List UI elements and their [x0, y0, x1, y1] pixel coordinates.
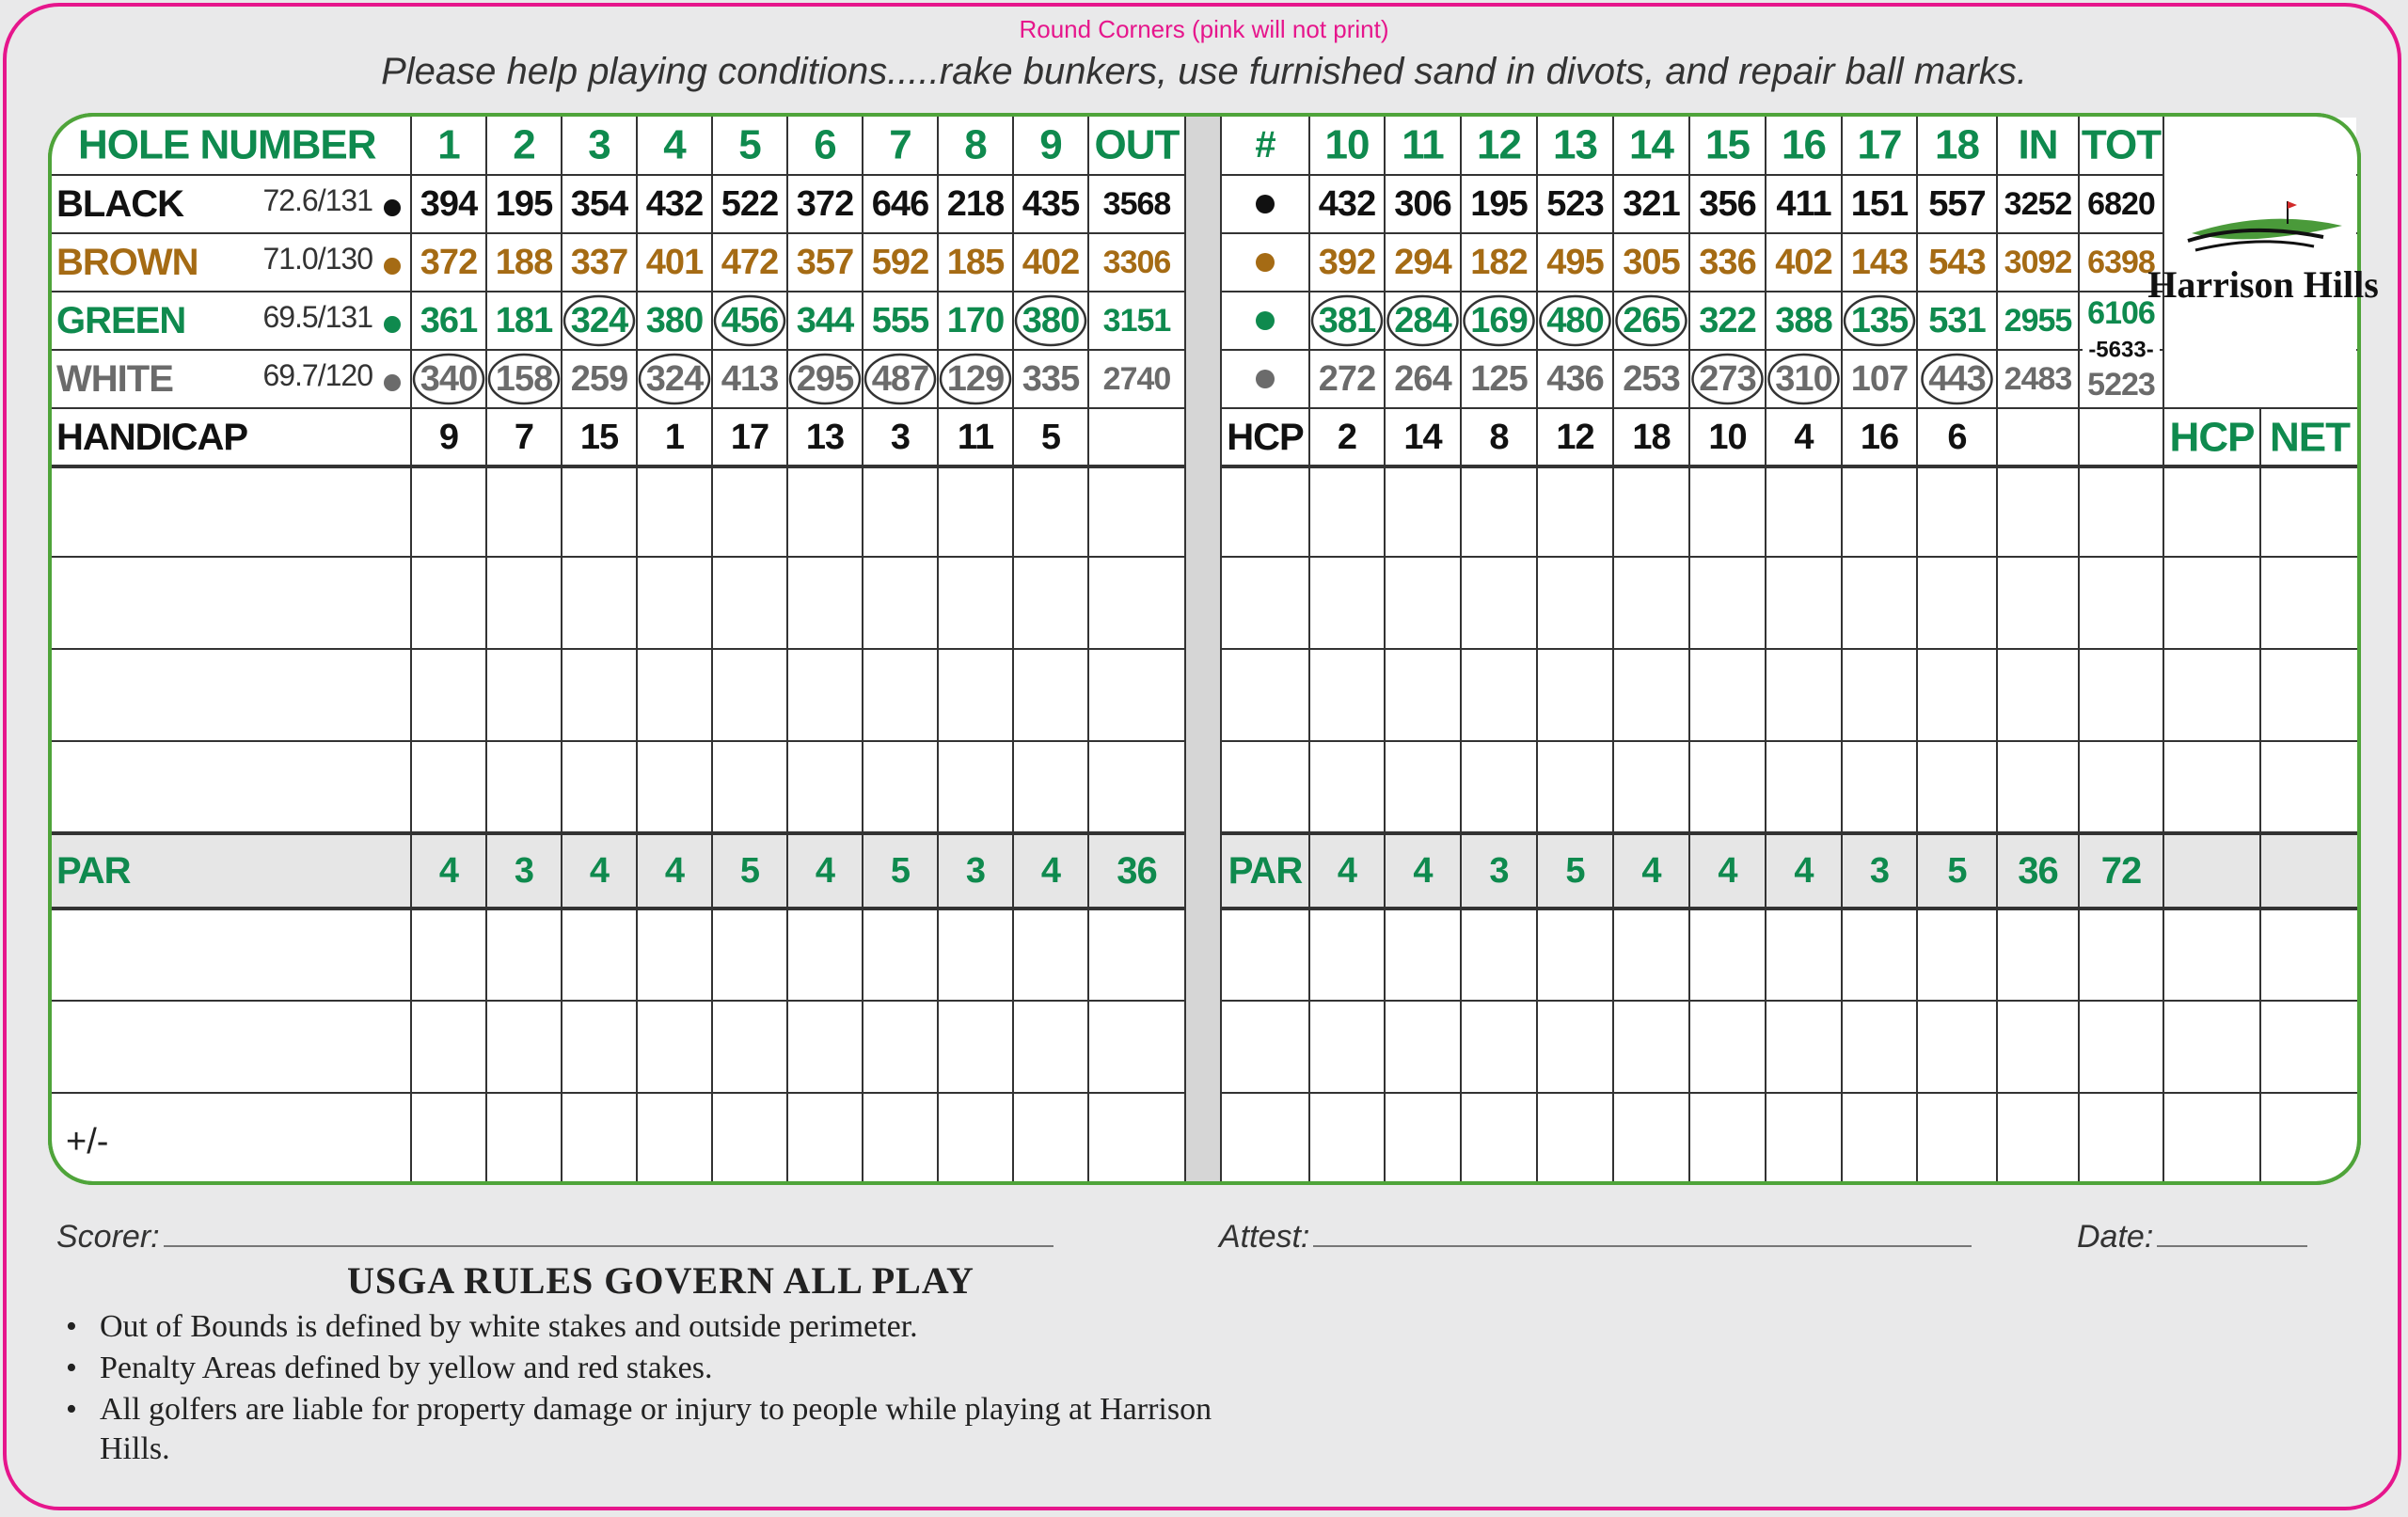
hole-number: 14 — [1629, 121, 1673, 168]
hole-number: 5 — [738, 121, 761, 168]
back-hcp-label: HCP — [1227, 417, 1304, 458]
net-column-label: NET — [2270, 414, 2350, 461]
yardage-cell: 388 — [1775, 301, 1832, 340]
yardage-cell: 182 — [1470, 243, 1528, 282]
combo-tee-total: -5633- — [2088, 337, 2154, 363]
handicap-cell: 6 — [1947, 418, 1967, 457]
par-cell: 5 — [739, 851, 760, 891]
par-cell: 3 — [1489, 851, 1509, 891]
handicap-cell: 2 — [1337, 418, 1357, 457]
yardage-cell: 356 — [1699, 184, 1756, 224]
yardage-cell: 357 — [796, 243, 854, 282]
tee-name: BROWN — [56, 242, 198, 283]
par-band-back — [1221, 833, 2357, 909]
yardage-cell: 264 — [1394, 359, 1451, 399]
tot-label: TOT — [2081, 121, 2162, 168]
hole-number: 9 — [1039, 121, 1062, 168]
yardage-cell: 381 — [1318, 301, 1376, 340]
yardage-cell: 402 — [1775, 243, 1832, 282]
yardage-cell: 169 — [1470, 301, 1528, 340]
corner-print-note: Round Corners (pink will not print) — [1019, 15, 1389, 43]
yardage-cell: 259 — [570, 359, 628, 399]
yardage-cell: 151 — [1850, 184, 1909, 224]
par-cell: 4 — [589, 851, 610, 891]
hole-number: 11 — [1402, 121, 1444, 168]
yardage-cell: 401 — [645, 243, 704, 282]
rule-item: • Penalty Areas defined by yellow and red stakes. — [66, 1349, 1232, 1388]
yardage-cell: 380 — [645, 301, 704, 340]
tee-dot — [384, 258, 401, 275]
hole-number: 7 — [889, 121, 911, 168]
rules-list — [66, 1307, 1232, 1471]
handicap-cell: 17 — [730, 418, 769, 457]
tee-name: GREEN — [56, 300, 186, 341]
rule-item: • All golfers are liable for property damage or injury to people while playing at Harrison Hills. — [66, 1390, 1232, 1469]
yardage-cell: 185 — [946, 243, 1005, 282]
hole-number: 6 — [814, 121, 836, 168]
hole-number: 8 — [964, 121, 987, 168]
par-cell: 4 — [1337, 851, 1357, 891]
handicap-cell: 5 — [1040, 418, 1061, 457]
yardage-cell: 523 — [1546, 184, 1604, 224]
out-total: 3568 — [1102, 186, 1171, 222]
yardage-cell: 135 — [1850, 301, 1909, 340]
plus-minus-label: +/- — [66, 1122, 109, 1161]
out-label: OUT — [1094, 121, 1180, 168]
yardage-cell: 480 — [1546, 301, 1604, 340]
yardage-cell: 129 — [946, 359, 1005, 399]
date-line[interactable] — [2077, 1219, 2307, 1256]
yardage-cell: 306 — [1394, 184, 1451, 224]
yardage-cell: 646 — [871, 184, 929, 224]
tot-total: 5223 — [2087, 367, 2155, 403]
yardage-cell: 253 — [1623, 359, 1680, 399]
yardage-cell: 170 — [946, 301, 1005, 340]
handicap-cell: 9 — [438, 418, 459, 457]
tee-dot — [384, 199, 401, 216]
par-cell: 3 — [514, 851, 534, 891]
out-total: 2740 — [1102, 361, 1171, 397]
yardage-cell: 324 — [570, 301, 628, 340]
yardage-cell: 495 — [1546, 243, 1604, 282]
in-total: 3252 — [2004, 186, 2072, 222]
yardage-cell: 107 — [1850, 359, 1909, 399]
yardage-cell: 337 — [570, 243, 628, 282]
yardage-cell: 158 — [495, 359, 553, 399]
handicap-cell: 11 — [957, 418, 994, 457]
rules-title: USGA RULES GOVERN ALL PLAY — [347, 1259, 974, 1302]
hole-number: 3 — [588, 121, 610, 168]
yardage-cell: 531 — [1928, 301, 1986, 340]
hole-number: 18 — [1935, 121, 1979, 168]
yardage-cell: 310 — [1775, 359, 1832, 399]
yardage-cell: 294 — [1394, 243, 1451, 282]
handicap-cell: 7 — [514, 418, 534, 457]
par-cell: 4 — [664, 851, 685, 891]
yardage-cell: 543 — [1928, 243, 1986, 282]
yardage-cell: 380 — [1022, 301, 1080, 340]
yardage-cell: 321 — [1623, 184, 1680, 224]
handicap-cell: 13 — [805, 418, 845, 457]
yardage-cell: 432 — [645, 184, 704, 224]
par-in-total: 36 — [2018, 850, 2058, 892]
par-cell: 4 — [438, 851, 459, 891]
par-cell: 4 — [1413, 851, 1433, 891]
par-label: PAR — [56, 850, 131, 892]
yardage-cell: 143 — [1850, 243, 1909, 282]
yardage-cell: 372 — [420, 243, 478, 282]
yardage-cell: 392 — [1318, 243, 1376, 282]
tee-rating: 71.0/130 — [262, 242, 372, 276]
tee-dot — [384, 316, 401, 333]
handicap-cell: 16 — [1860, 418, 1899, 457]
yardage-cell: 195 — [1470, 184, 1528, 224]
yardage-cell: 344 — [796, 301, 854, 340]
par-tot-total: 72 — [2100, 850, 2142, 892]
yardage-cell: 402 — [1022, 243, 1080, 282]
yardage-cell: 435 — [1022, 184, 1080, 224]
handicap-cell: 14 — [1403, 418, 1442, 457]
yardage-cell: 273 — [1699, 359, 1756, 399]
tee-rating: 69.5/131 — [262, 300, 372, 334]
yardage-cell: 295 — [796, 359, 854, 399]
par-cell: 5 — [1947, 851, 1967, 891]
hole-number: 10 — [1324, 121, 1370, 168]
center-gutter — [1185, 115, 1221, 1183]
tot-total: 6106 — [2087, 295, 2155, 331]
out-total: 3306 — [1102, 245, 1171, 280]
tee-dot — [1256, 253, 1275, 272]
yardage-cell: 522 — [721, 184, 779, 224]
hole-number: 1 — [437, 121, 460, 168]
tee-dot — [1256, 311, 1275, 330]
tot-total: 6820 — [2087, 186, 2155, 222]
scorer-line[interactable] — [56, 1219, 1054, 1256]
yardage-cell: 354 — [570, 184, 628, 224]
par-cell: 4 — [1641, 851, 1661, 891]
yardage-cell: 340 — [420, 359, 478, 399]
yardage-cell: 472 — [721, 243, 779, 282]
handicap-cell: 10 — [1708, 418, 1747, 457]
yardage-cell: 305 — [1623, 243, 1680, 282]
par-cell: 5 — [890, 851, 911, 891]
tee-dot — [1256, 370, 1275, 388]
yardage-cell: 272 — [1318, 359, 1376, 399]
yardage-cell: 284 — [1394, 301, 1451, 340]
par-cell: 4 — [1794, 851, 1814, 891]
hole-number: 16 — [1782, 121, 1826, 168]
handicap-cell: 3 — [890, 418, 911, 457]
yardage-cell: 361 — [420, 301, 478, 340]
yardage-cell: 181 — [495, 301, 553, 340]
tee-rating: 72.6/131 — [262, 183, 372, 217]
par-cell: 4 — [1718, 851, 1737, 891]
date-label: Date: — [2077, 1219, 2154, 1255]
logo-wordmark: Harrison Hills — [2147, 263, 2379, 306]
in-total: 2955 — [2004, 303, 2072, 339]
par-cell: 4 — [815, 851, 835, 891]
hole-number: 12 — [1477, 121, 1521, 168]
attest-label: Attest: — [1219, 1219, 1310, 1255]
yardage-cell: 218 — [946, 184, 1005, 224]
yardage-cell: 443 — [1928, 359, 1986, 399]
handicap-cell: 15 — [579, 418, 619, 457]
yardage-cell: 335 — [1022, 359, 1080, 399]
handicap-cell: 8 — [1489, 418, 1509, 457]
yardage-cell: 487 — [871, 359, 929, 399]
par-cell: 5 — [1565, 851, 1585, 891]
yardage-cell: 394 — [420, 184, 478, 224]
in-total: 2483 — [2004, 361, 2072, 397]
in-label: IN — [2018, 121, 2058, 168]
par-label: PAR — [1228, 850, 1303, 892]
yardage-cell: 592 — [871, 243, 929, 282]
tee-dot — [1256, 195, 1275, 213]
yardage-cell: 413 — [721, 359, 779, 399]
hole-number: 15 — [1705, 121, 1750, 168]
yardage-cell: 557 — [1928, 184, 1986, 224]
yardage-cell: 456 — [721, 301, 779, 340]
yardage-cell: 125 — [1470, 359, 1528, 399]
hole-number: 13 — [1553, 121, 1597, 168]
handicap-cell: 18 — [1632, 418, 1671, 457]
back-hash-label: # — [1255, 124, 1275, 166]
handicap-label: HANDICAP — [56, 417, 248, 458]
yardage-cell: 336 — [1699, 243, 1756, 282]
hcp-column-label: HCP — [2169, 414, 2255, 461]
tee-name: BLACK — [56, 183, 183, 225]
in-total: 3092 — [2004, 245, 2072, 280]
hole-number-label: HOLE NUMBER — [78, 121, 376, 168]
yardage-cell: 195 — [495, 184, 553, 224]
handicap-cell: 1 — [664, 418, 685, 457]
par-band-front — [52, 833, 1185, 909]
tee-rating: 69.7/120 — [262, 358, 372, 392]
par-cell: 4 — [1040, 851, 1061, 891]
yardage-cell: 324 — [645, 359, 704, 399]
yardage-cell: 372 — [796, 184, 854, 224]
hole-number: 17 — [1857, 121, 1902, 168]
attest-line[interactable] — [1219, 1219, 1972, 1256]
yardage-cell: 411 — [1776, 184, 1831, 224]
handicap-cell: 12 — [1556, 418, 1594, 457]
golf-flag-hill-icon — [2147, 198, 2379, 329]
tee-dot — [384, 374, 401, 391]
par-cell: 3 — [965, 851, 986, 891]
handicap-cell: 4 — [1794, 418, 1814, 457]
yardage-cell: 188 — [495, 243, 553, 282]
rule-item: • Out of Bounds is defined by white stakes and outside perimeter. — [66, 1307, 1232, 1347]
hole-number: 2 — [513, 121, 535, 168]
yardage-cell: 432 — [1318, 184, 1376, 224]
yardage-cell: 265 — [1623, 301, 1680, 340]
par-out-total: 36 — [1117, 850, 1157, 892]
scorer-label: Scorer: — [56, 1219, 160, 1255]
tee-name: WHITE — [56, 358, 173, 400]
course-etiquette-tagline: Please help playing conditions.....rake bunkers, use furnished sand in divots, and repair ball marks. — [381, 51, 2027, 92]
hole-number: 4 — [663, 121, 686, 168]
par-cell: 3 — [1869, 851, 1890, 891]
yardage-cell: 436 — [1546, 359, 1604, 399]
tot-total: 6398 — [2087, 245, 2155, 280]
out-total: 3151 — [1102, 303, 1171, 339]
yardage-cell: 555 — [871, 301, 929, 340]
yardage-cell: 322 — [1699, 301, 1756, 340]
